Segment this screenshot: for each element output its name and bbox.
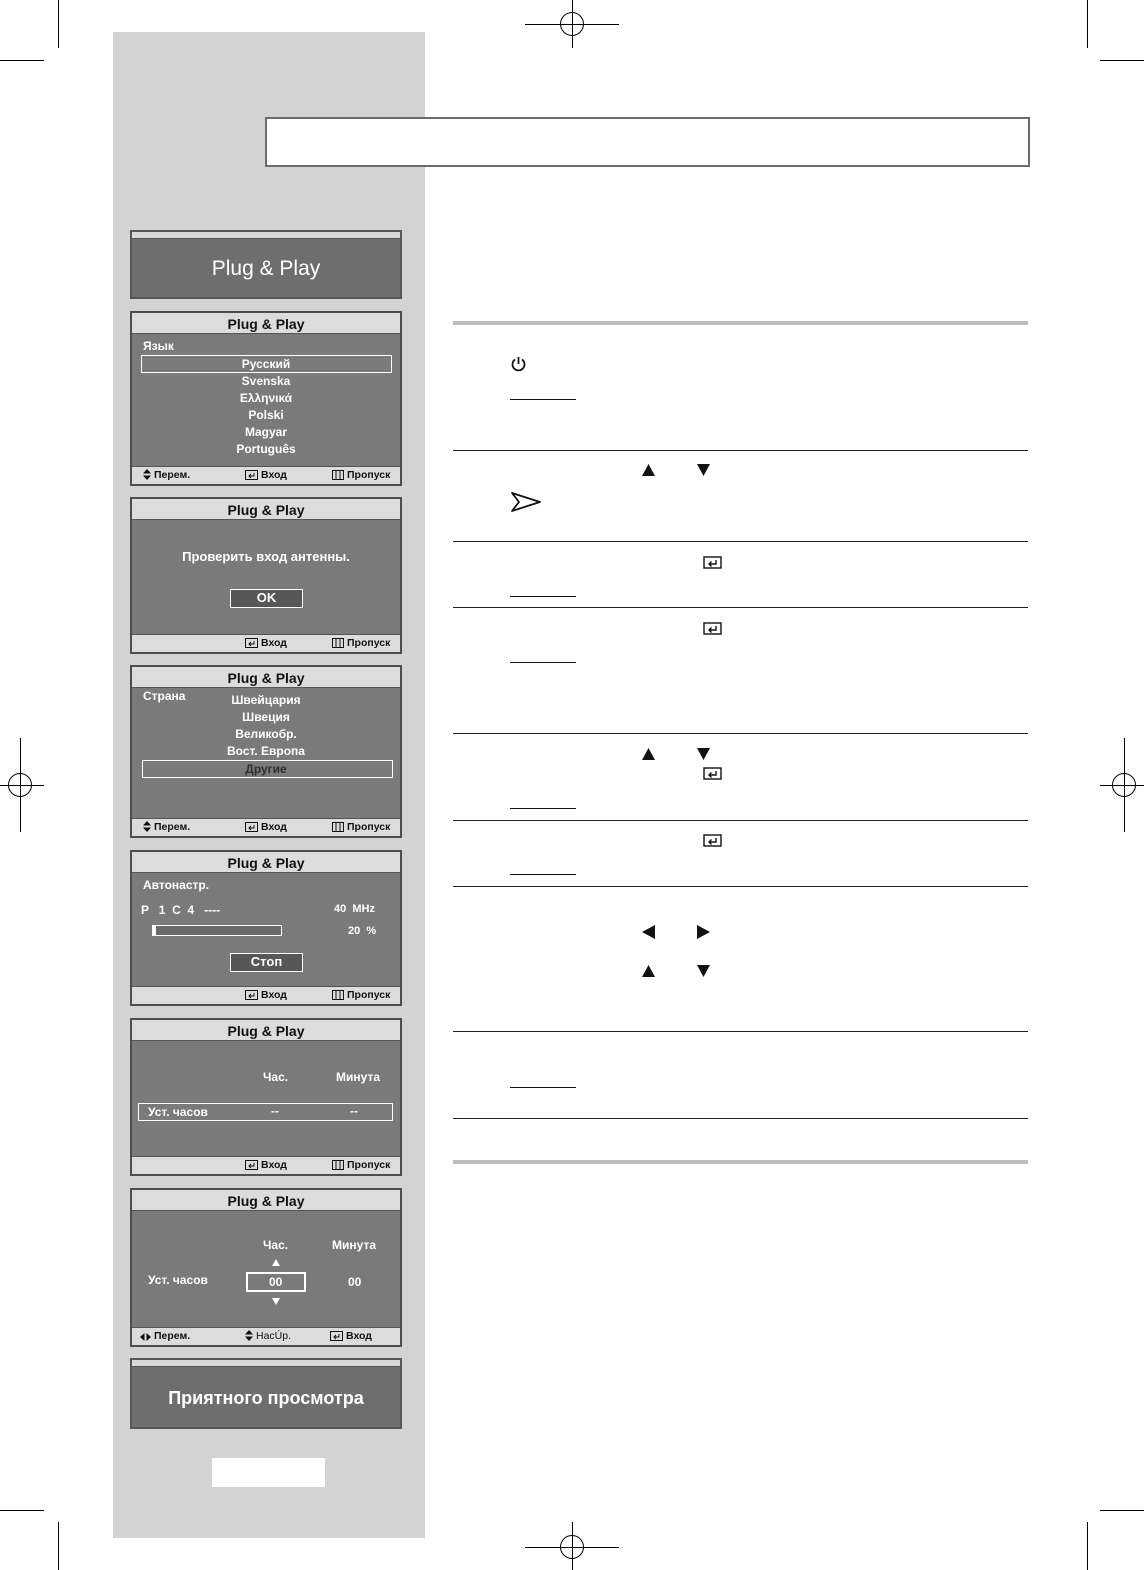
- crop-mark: [1087, 0, 1088, 48]
- menu-icon: [332, 638, 344, 648]
- enter-icon: [245, 1160, 258, 1170]
- down-triangle-icon: [697, 464, 710, 476]
- hour-value: 00: [269, 1275, 283, 1289]
- stop-button[interactable]: Стоп: [230, 953, 303, 972]
- registration-mark: [572, 1522, 573, 1570]
- crop-mark: [58, 1522, 59, 1570]
- step-divider: [453, 820, 1028, 821]
- down-triangle-icon: [272, 1298, 280, 1305]
- registration-mark: [0, 785, 44, 786]
- osd-antenna-screen: [130, 497, 402, 654]
- enter-icon: [330, 1331, 343, 1341]
- note-underline: [510, 399, 576, 400]
- frequency-readout: 40 MHz: [334, 903, 375, 915]
- step-divider: [453, 1031, 1028, 1032]
- left-right-icon: [140, 1333, 151, 1341]
- up-triangle-icon: [272, 1259, 280, 1266]
- language-option[interactable]: Polski: [248, 408, 284, 422]
- minute-label: Минута: [332, 1238, 376, 1252]
- note-underline: [510, 808, 576, 809]
- menu-icon: [332, 1160, 344, 1170]
- osd-clock-set-screen: [130, 1188, 402, 1347]
- right-triangle-icon: [697, 925, 710, 939]
- osd-title: Plug & Play: [132, 1020, 400, 1041]
- enter-icon: [245, 470, 258, 480]
- enter-icon: [703, 556, 722, 569]
- note-underline: [510, 662, 576, 663]
- osd-footer: [132, 1327, 400, 1345]
- footer-enter: Вход: [261, 821, 287, 833]
- osd-clock-screen: [130, 1018, 402, 1176]
- power-icon: [510, 356, 527, 373]
- footer-enter: Вход: [261, 1159, 287, 1171]
- footer-skip: Пропуск: [347, 821, 391, 833]
- registration-mark: [20, 738, 21, 832]
- channel-readout: P 1 C 4 ----: [141, 903, 221, 917]
- minute-value[interactable]: 00: [348, 1275, 362, 1289]
- osd-title: Plug & Play: [132, 852, 400, 873]
- step-divider: [453, 541, 1028, 542]
- down-triangle-icon: [697, 748, 710, 760]
- banner-title: Plug & Play: [211, 256, 321, 280]
- enter-icon: [703, 834, 722, 847]
- osd-footer: [132, 986, 400, 1004]
- footer-enter: Вход: [346, 1330, 372, 1342]
- country-option[interactable]: Швейцария: [231, 693, 301, 707]
- country-option[interactable]: Вост. Европа: [227, 744, 305, 758]
- footer-skip: Пропуск: [347, 1159, 391, 1171]
- up-triangle-icon: [642, 464, 655, 476]
- crop-mark: [58, 0, 59, 48]
- enter-icon: [703, 767, 722, 780]
- left-triangle-icon: [642, 925, 655, 939]
- up-down-icon: [143, 821, 151, 832]
- up-down-icon: [143, 469, 151, 480]
- note-arrow-icon: [511, 492, 541, 512]
- step-divider: [453, 886, 1028, 887]
- crop-mark: [1100, 60, 1144, 61]
- page-header-box: [265, 117, 1030, 167]
- step-divider: [453, 450, 1028, 451]
- registration-mark: [572, 0, 573, 48]
- down-triangle-icon: [697, 965, 710, 977]
- note-underline: [510, 1087, 576, 1088]
- footer-enter: Вход: [261, 469, 287, 481]
- language-label: Язык: [143, 339, 174, 353]
- language-option[interactable]: Português: [236, 442, 296, 456]
- up-down-icon: [245, 1330, 253, 1341]
- crop-mark: [1087, 1522, 1088, 1570]
- registration-mark: [1100, 785, 1144, 786]
- up-triangle-icon: [642, 965, 655, 977]
- footer-skip: Пропуск: [347, 989, 391, 1001]
- up-triangle-icon: [642, 748, 655, 760]
- step-divider: [453, 1118, 1028, 1119]
- note-underline: [510, 874, 576, 875]
- section-rule-bottom: [453, 1160, 1028, 1164]
- country-option[interactable]: Швеция: [242, 710, 290, 724]
- language-option[interactable]: Magyar: [244, 425, 288, 439]
- footer-enter: Вход: [261, 989, 287, 1001]
- language-option[interactable]: Svenska: [241, 374, 291, 388]
- hour-value[interactable]: --: [271, 1104, 279, 1118]
- section-rule-top: [453, 321, 1028, 325]
- minute-label: Минута: [336, 1070, 380, 1084]
- country-option[interactable]: Другие: [245, 762, 287, 776]
- language-option[interactable]: Ελληνικά: [239, 391, 293, 405]
- progress-bar: [152, 925, 282, 936]
- osd-title: Plug & Play: [132, 499, 400, 520]
- country-label: Страна: [143, 689, 186, 703]
- antenna-message: Проверить вход антенны.: [182, 549, 350, 564]
- menu-icon: [332, 990, 344, 1000]
- enter-icon: [245, 822, 258, 832]
- country-option[interactable]: Великобр.: [235, 727, 297, 741]
- osd-language-screen: [130, 311, 402, 486]
- menu-icon: [332, 470, 344, 480]
- step-divider: [453, 733, 1028, 734]
- enter-icon: [703, 622, 722, 635]
- footer-enter: Вход: [261, 637, 287, 649]
- minute-value[interactable]: --: [350, 1104, 358, 1118]
- progress-fill: [153, 926, 156, 935]
- footer-move: Перем.: [154, 821, 191, 833]
- autotune-label: Автонастр.: [143, 878, 210, 892]
- crop-mark: [0, 1510, 44, 1511]
- plug-play-banner: [130, 230, 402, 299]
- crop-mark: [0, 60, 44, 61]
- language-option[interactable]: Русский: [241, 357, 291, 371]
- registration-mark: [1124, 738, 1125, 832]
- osd-footer: [132, 634, 400, 652]
- footer-skip: Пропуск: [347, 469, 391, 481]
- osd-footer: [132, 1156, 400, 1174]
- hour-label: Час.: [263, 1070, 289, 1084]
- footer-skip: Пропуск: [347, 637, 391, 649]
- enjoy-banner: [130, 1358, 402, 1429]
- footer-adjust: НасÚр.: [256, 1330, 292, 1342]
- clock-row-label: Уст. часов: [148, 1273, 208, 1287]
- note-underline: [510, 596, 576, 597]
- ok-button[interactable]: OK: [230, 589, 303, 608]
- clock-row-label: Уст. часов: [148, 1105, 208, 1119]
- osd-country-screen: [130, 665, 402, 838]
- enter-icon: [245, 990, 258, 1000]
- footer-move: Перем.: [154, 469, 191, 481]
- menu-icon: [332, 822, 344, 832]
- crop-mark: [1100, 1510, 1144, 1511]
- osd-title: Plug & Play: [132, 667, 400, 688]
- osd-autotune-screen: [130, 850, 402, 1006]
- page-number-box: [212, 1458, 325, 1487]
- banner-message: Приятного просмотра: [168, 1387, 364, 1408]
- progress-percent: 20 %: [348, 925, 377, 937]
- enter-icon: [245, 638, 258, 648]
- osd-footer: [132, 818, 400, 836]
- step-divider: [453, 607, 1028, 608]
- footer-move: Перем.: [154, 1330, 191, 1342]
- osd-footer: [132, 466, 400, 484]
- osd-title: Plug & Play: [132, 1190, 400, 1211]
- hour-label: Час.: [263, 1238, 289, 1252]
- osd-title: Plug & Play: [132, 313, 400, 334]
